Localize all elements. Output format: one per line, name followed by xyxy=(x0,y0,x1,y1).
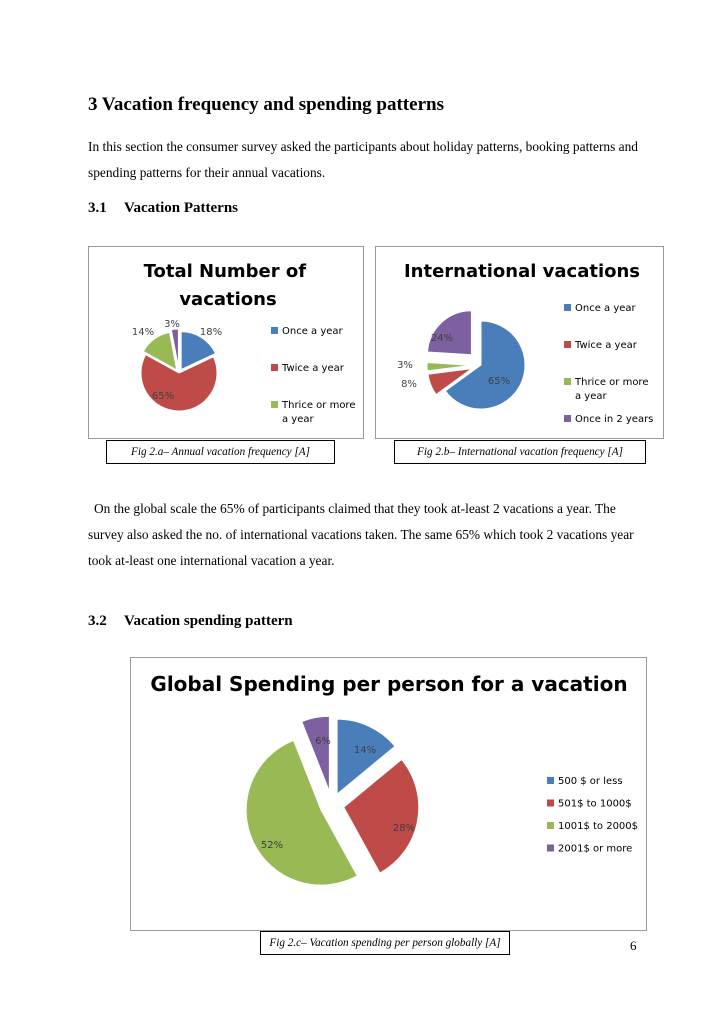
pie-c xyxy=(246,716,419,885)
data-label: 52% xyxy=(260,840,284,851)
legend-swatch xyxy=(271,327,278,334)
chart-svg-c xyxy=(131,658,648,932)
chart-title: International vacations xyxy=(403,261,641,282)
subsection-title: Vacation spending pattern xyxy=(124,613,293,629)
legend-swatch xyxy=(271,364,278,371)
legend-swatch xyxy=(547,777,554,784)
legend-b xyxy=(564,303,653,425)
subsection-number: 3.2 xyxy=(88,613,107,629)
legend-label: a year xyxy=(575,391,607,402)
legend-a xyxy=(271,326,355,425)
legend-swatch xyxy=(564,415,571,422)
data-label: 65% xyxy=(151,391,175,402)
subsection-number: 3.1 xyxy=(88,200,107,216)
legend-swatch xyxy=(564,341,571,348)
chart-frame-a xyxy=(88,246,364,439)
legend-swatch xyxy=(547,845,554,852)
legend-swatch xyxy=(564,378,571,385)
legend-label: Twice a year xyxy=(575,340,637,351)
chart-svg-a xyxy=(89,247,365,440)
legend-swatch xyxy=(547,822,554,829)
caption-fig-a: Fig 2.a– Annual vacation frequency [A] xyxy=(106,440,335,464)
data-label: 3% xyxy=(164,319,180,330)
pie-slice xyxy=(141,355,217,411)
data-label: 14% xyxy=(131,327,155,338)
caption-fig-c: Fig 2.c– Vacation spending per person globally [A] xyxy=(260,931,510,955)
chart-frame-b xyxy=(375,246,664,439)
legend-label: 1001$ to 2000$ xyxy=(558,821,639,832)
pie-a xyxy=(132,319,222,411)
pie-b xyxy=(397,311,525,409)
chart-svg-b xyxy=(376,247,665,440)
paragraph-2: On the global scale the 65% of participants claimed that they took at-least 2 vacations a year. The survey also asked the no. of international vacations taken. The same 65% which took 2 vacations year took at-least one international vacation a year. xyxy=(88,501,634,568)
legend-label: Once a year xyxy=(575,303,636,314)
legend-label: a year xyxy=(282,414,314,425)
legend-label: 2001$ or more xyxy=(558,843,633,855)
page-number: 6 xyxy=(630,938,637,953)
legend-swatch xyxy=(271,401,278,408)
legend-label: Once a year xyxy=(282,326,343,337)
legend-label: Twice a year xyxy=(282,363,344,374)
legend-label: Thrice or more xyxy=(282,400,356,411)
chart-title: Global Spending per person for a vacation xyxy=(150,672,628,696)
caption-fig-b: Fig 2.b– International vacation frequency [A] xyxy=(394,440,646,464)
legend-swatch xyxy=(564,304,571,311)
data-label: 8% xyxy=(401,379,417,390)
chart-title-line: vacations xyxy=(179,289,277,310)
legend-label: Thrice or more xyxy=(575,377,649,388)
chart-title-line: Total Number of xyxy=(143,261,307,282)
legend-label: 500 $ or less xyxy=(558,776,623,787)
legend-c xyxy=(547,776,638,855)
subsection-title: Vacation Patterns xyxy=(124,200,239,216)
legend-label: Once in 2 years xyxy=(575,414,654,425)
legend-swatch xyxy=(547,800,554,807)
data-label: 24% xyxy=(430,333,454,344)
data-label: 28% xyxy=(392,823,416,834)
data-label: 18% xyxy=(199,327,223,338)
section-heading: 3 Vacation frequency and spending patterns xyxy=(88,94,444,115)
data-label: 6% xyxy=(315,736,331,747)
legend-label: 501$ to 1000$ xyxy=(558,798,632,810)
intro-paragraph: In this section the consumer survey asked the participants about holiday patterns, booking patterns and spending patterns for their annual vacations. xyxy=(88,139,638,180)
chart-frame-c xyxy=(130,657,647,931)
data-label: 14% xyxy=(353,745,377,756)
chart-title xyxy=(144,261,313,310)
data-label: 3% xyxy=(397,360,413,371)
data-label: 65% xyxy=(487,376,511,387)
